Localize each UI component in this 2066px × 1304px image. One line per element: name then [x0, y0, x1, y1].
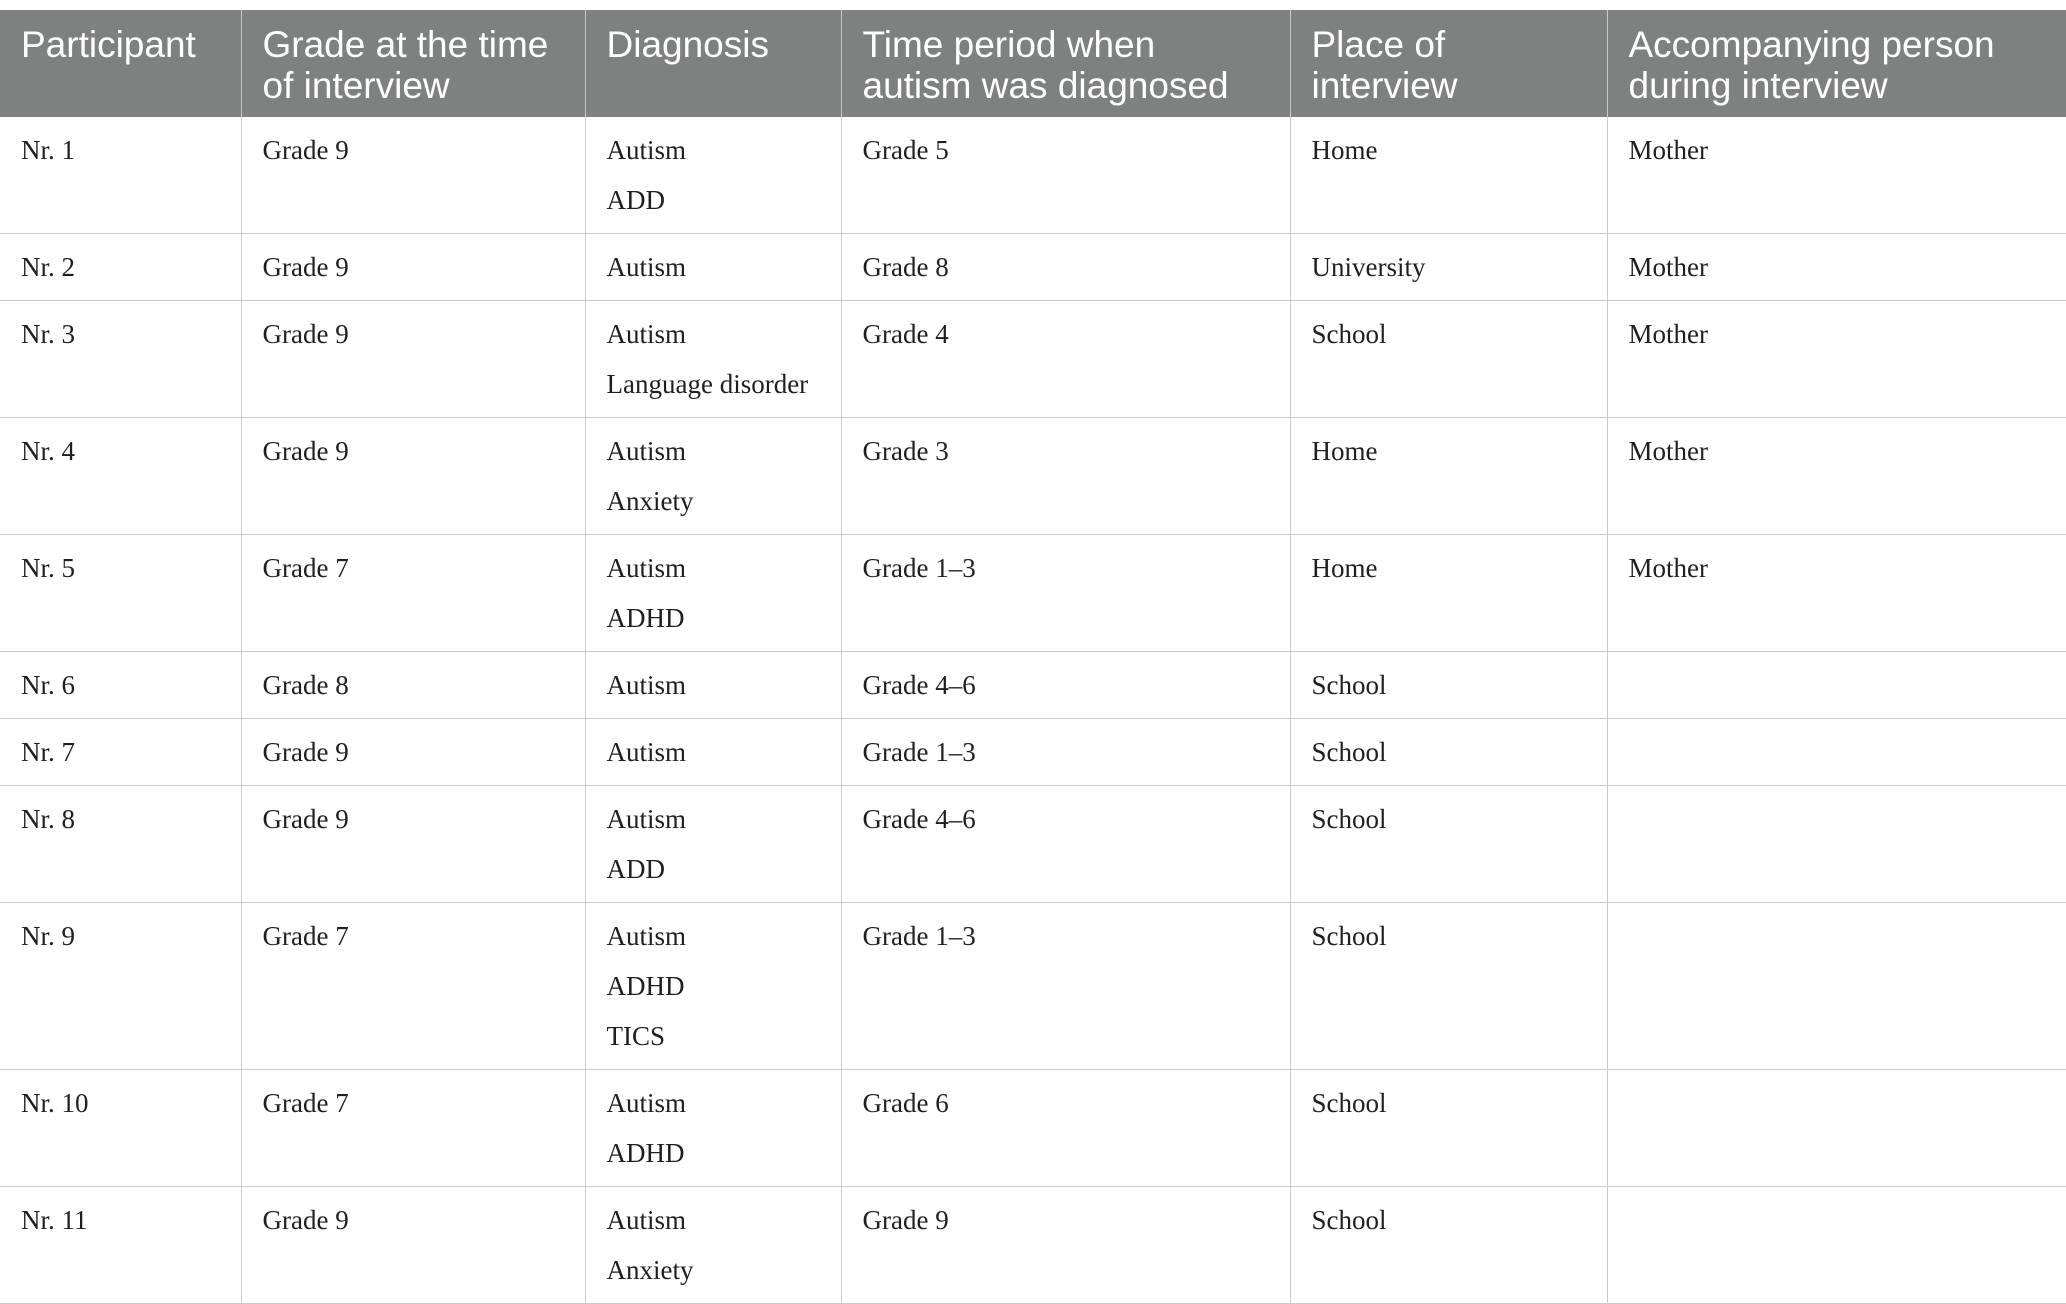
table-row: [0, 1070, 2066, 1187]
participant-cell: Nr. 5: [0, 535, 241, 652]
diagnosis-item: Autism: [606, 737, 687, 767]
diagnosis-item: Autism: [606, 670, 687, 700]
diagnosis-cell: [585, 234, 841, 301]
diagnosis-cell: [585, 652, 841, 719]
place-cell: Home: [1290, 117, 1607, 234]
diagnosis-item: ADHD: [606, 971, 685, 1001]
diagnosis-item: Autism: [606, 135, 687, 165]
accompanying-person-cell: [1607, 903, 2066, 1070]
participant-cell: Nr. 3: [0, 301, 241, 418]
accompanying-person-cell: [1607, 786, 2066, 903]
diagnosis-item: ADD: [606, 185, 665, 215]
participant-cell: Nr. 4: [0, 418, 241, 535]
place-cell: School: [1290, 301, 1607, 418]
diagnosis-cell: [585, 903, 841, 1070]
header-diagnosis: Diagnosis: [585, 10, 841, 117]
grade-cell: Grade 7: [241, 1070, 585, 1187]
header-grade: Grade at the time of interview: [241, 10, 585, 117]
diagnosis-cell: [585, 535, 841, 652]
place-cell: School: [1290, 1070, 1607, 1187]
participant-cell: Nr. 7: [0, 719, 241, 786]
table-row: [0, 301, 2066, 418]
table-row: [0, 719, 2066, 786]
diagnosis-item: Autism: [606, 436, 687, 466]
table-row: [0, 535, 2066, 652]
grade-cell: Grade 9: [241, 786, 585, 903]
time-period-cell: Grade 9: [841, 1187, 1290, 1304]
diagnosis-item: ADD: [606, 854, 665, 884]
table-row: [0, 652, 2066, 719]
header-participant: Participant: [0, 10, 241, 117]
diagnosis-cell: [585, 418, 841, 535]
diagnosis-item: Autism: [606, 252, 687, 282]
header-accompanying-person: Accompanying person during interview: [1607, 10, 2066, 117]
participant-cell: Nr. 9: [0, 903, 241, 1070]
place-cell: School: [1290, 1187, 1607, 1304]
grade-cell: Grade 7: [241, 903, 585, 1070]
accompanying-person-cell: [1607, 719, 2066, 786]
header-place: Place of interview: [1290, 10, 1607, 117]
diagnosis-item: ADHD: [606, 603, 685, 633]
grade-cell: Grade 9: [241, 117, 585, 234]
table-row: [0, 1187, 2066, 1304]
accompanying-person-cell: Mother: [1607, 535, 2066, 652]
place-cell: School: [1290, 903, 1607, 1070]
grade-cell: Grade 9: [241, 719, 585, 786]
diagnosis-item: Autism: [606, 1088, 687, 1118]
time-period-cell: Grade 5: [841, 117, 1290, 234]
participant-cell: Nr. 8: [0, 786, 241, 903]
table-row: [0, 117, 2066, 234]
header-row: [0, 10, 2066, 117]
diagnosis-item: Autism: [606, 319, 687, 349]
accompanying-person-cell: [1607, 1070, 2066, 1187]
time-period-cell: Grade 4–6: [841, 786, 1290, 903]
diagnosis-cell: [585, 786, 841, 903]
participants-table: [0, 10, 2066, 1304]
accompanying-person-cell: Mother: [1607, 234, 2066, 301]
table-header: [0, 10, 2066, 117]
diagnosis-item: Autism: [606, 1205, 687, 1235]
header-time-period: Time period when autism was diagnosed: [841, 10, 1290, 117]
diagnosis-item: Autism: [606, 804, 687, 834]
time-period-cell: Grade 3: [841, 418, 1290, 535]
diagnosis-cell: [585, 1070, 841, 1187]
place-cell: School: [1290, 652, 1607, 719]
time-period-cell: Grade 1–3: [841, 903, 1290, 1070]
time-period-cell: Grade 4: [841, 301, 1290, 418]
accompanying-person-cell: Mother: [1607, 301, 2066, 418]
grade-cell: Grade 7: [241, 535, 585, 652]
grade-cell: Grade 9: [241, 418, 585, 535]
diagnosis-item: TICS: [606, 1021, 666, 1051]
diagnosis-item: Language disorder: [606, 369, 809, 399]
diagnosis-item: ADHD: [606, 1138, 685, 1168]
participant-cell: Nr. 2: [0, 234, 241, 301]
table-row: [0, 786, 2066, 903]
participant-cell: Nr. 11: [0, 1187, 241, 1304]
time-period-cell: Grade 8: [841, 234, 1290, 301]
diagnosis-item: Autism: [606, 553, 687, 583]
time-period-cell: Grade 1–3: [841, 719, 1290, 786]
grade-cell: Grade 8: [241, 652, 585, 719]
time-period-cell: Grade 6: [841, 1070, 1290, 1187]
diagnosis-item: Anxiety: [606, 486, 694, 516]
diagnosis-cell: [585, 1187, 841, 1304]
diagnosis-item: Autism: [606, 921, 687, 951]
grade-cell: Grade 9: [241, 301, 585, 418]
table-body: [0, 117, 2066, 1304]
table-row: [0, 903, 2066, 1070]
table-row: [0, 418, 2066, 535]
participants-table-container: [0, 10, 2066, 1304]
accompanying-person-cell: Mother: [1607, 418, 2066, 535]
grade-cell: Grade 9: [241, 1187, 585, 1304]
time-period-cell: Grade 4–6: [841, 652, 1290, 719]
table-row: [0, 234, 2066, 301]
accompanying-person-cell: [1607, 652, 2066, 719]
diagnosis-cell: [585, 117, 841, 234]
place-cell: School: [1290, 719, 1607, 786]
place-cell: Home: [1290, 418, 1607, 535]
accompanying-person-cell: Mother: [1607, 117, 2066, 234]
participant-cell: Nr. 6: [0, 652, 241, 719]
diagnosis-cell: [585, 301, 841, 418]
place-cell: Home: [1290, 535, 1607, 652]
diagnosis-cell: [585, 719, 841, 786]
accompanying-person-cell: [1607, 1187, 2066, 1304]
grade-cell: Grade 9: [241, 234, 585, 301]
diagnosis-item: Anxiety: [606, 1255, 694, 1285]
participant-cell: Nr. 10: [0, 1070, 241, 1187]
time-period-cell: Grade 1–3: [841, 535, 1290, 652]
place-cell: School: [1290, 786, 1607, 903]
place-cell: University: [1290, 234, 1607, 301]
participant-cell: Nr. 1: [0, 117, 241, 234]
